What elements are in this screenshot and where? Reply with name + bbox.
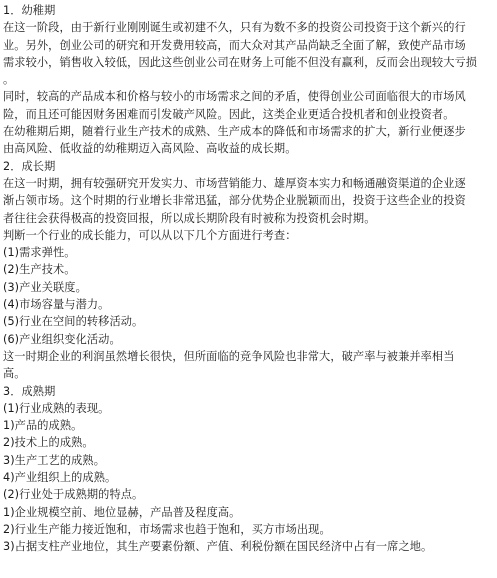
paragraph-line: 这一时期企业的利润虽然增长很快，但所面临的竞争风险也非常大，破产率与被兼并率相当 — [3, 349, 455, 363]
paragraph-line: 由高风险、低收益的幼稚期迈入高风险、高收益的成长期。 — [3, 142, 297, 156]
paragraph-line: 险，而且还可能因财务困难而引发破产风险。因此，这类企业更适合投机者和创业投资者。 — [3, 107, 455, 121]
paragraph-line: 业。另外，创业公司的研究和开发费用较高，而大众对其产品尚缺乏全面了解，致使产品市场 — [3, 38, 466, 52]
paragraph-line: 需求较小，销售收入较低，因此这些创业公司在财务上可能不但没有赢利，反而会出现较大亏损 — [3, 55, 478, 69]
list-item: 2)行业生产能力接近饱和，市场需求也趋于饱和，买方市场出现。 — [3, 522, 331, 536]
paragraph-line: 高。 — [3, 367, 26, 381]
list-item: (1)需求弹性。 — [3, 246, 76, 260]
list-item: (2)生产技术。 — [3, 263, 76, 277]
section-heading-growth: 2．成长期 — [3, 159, 56, 173]
paragraph-line: 在这一时期，拥有较强研究开发实力、市场营销能力、雄厚资本实力和畅通融资渠道的企业逐 — [3, 176, 466, 190]
section-heading-maturity: 3．成熟期 — [3, 384, 56, 398]
paragraph-line: 渐占领市场。这个时期的行业增长非常迅猛，部分优势企业脱颖而出，投资于这些企业的投资 — [3, 194, 466, 208]
list-item: 3)占据支柱产业地位，其生产要素份额、产值、利税份额在国民经济中占有一席之地。 — [3, 540, 433, 554]
list-item: 4)产业组织上的成熟。 — [3, 471, 117, 485]
list-item: (3)产业关联度。 — [3, 280, 87, 294]
list-item: 2)技术上的成熟。 — [3, 436, 94, 450]
list-item: (6)产业组织变化活动。 — [3, 332, 121, 346]
section-heading-infancy: 1．幼稚期 — [3, 4, 56, 17]
paragraph-line: 。 — [3, 73, 15, 87]
list-item: 1)产品的成熟。 — [3, 419, 83, 433]
paragraph-line: 同时，较高的产品成本和价格与较小的市场需求之间的矛盾，使得创业公司面临很大的市场风 — [3, 90, 466, 104]
paragraph-line: 者往往会获得极高的投资回报，所以成长期阶段有时被称为投资机会时期。 — [3, 211, 376, 225]
list-item: (4)市场容量与潜力。 — [3, 298, 110, 312]
list-item: 1)企业规模空前、地位显赫，产品普及程度高。 — [3, 505, 241, 519]
list-item: 3)生产工艺的成熟。 — [3, 453, 105, 467]
list-item: (1)行业成熟的表现。 — [3, 401, 110, 415]
list-item: (5)行业在空间的转移活动。 — [3, 315, 144, 329]
paragraph-line: 在幼稚期后期，随着行业生产技术的成熟、生产成本的降低和市场需求的扩大，新行业便逐步 — [3, 125, 466, 139]
paragraph-line: 判断一个行业的成长能力，可以从以下几个方面进行考查： — [3, 228, 297, 242]
list-item: (2)行业处于成熟期的特点。 — [3, 488, 144, 502]
paragraph-line: 在这一阶段，由于新行业刚刚诞生或初建不久，只有为数不多的投资公司投资于这个新兴的行 — [3, 21, 466, 35]
